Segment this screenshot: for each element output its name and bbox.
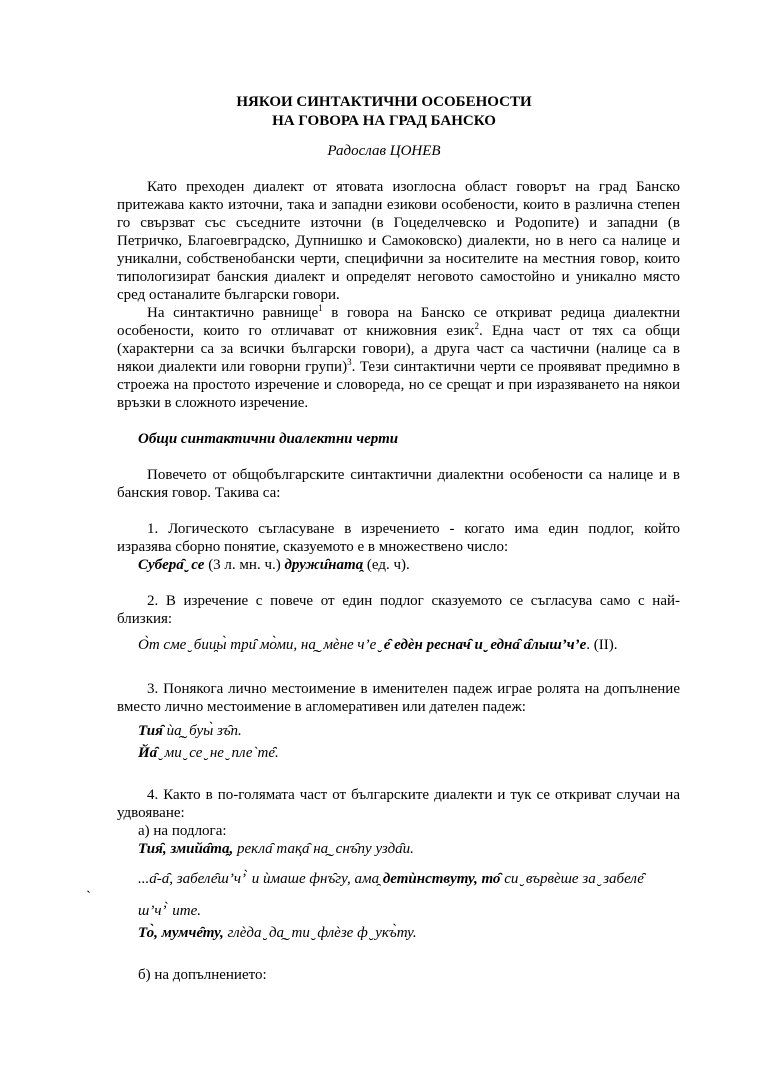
example-text: си ̮ вървѐше за ̮ забеле̑ [500, 871, 644, 887]
example-text: Тия̑ [138, 723, 163, 739]
paragraph-line: типологизират банския диалект и определят неговото самостойно и уникално място [117, 269, 680, 285]
example-line [138, 722, 680, 740]
example-text: Субера̑ ̮ се [138, 557, 205, 573]
paragraph-line: сред останалите български говори. [117, 287, 340, 303]
author: Радослав ЦОНЕВ [327, 143, 441, 159]
example-text: рекла̑ тақа̑ на̯ ̮ снъ̑пу узда̑и. [233, 841, 414, 857]
example-line: ш’ч’ ̀ ите. [138, 903, 202, 919]
example-text: ̮ ми ̮ се ̮ не ̮ nле`те̑. [157, 745, 279, 761]
text-span: в говора на Банско се откриват редица диалектни [322, 305, 680, 321]
paragraph-line: уникални, собственобански черти, специфични за носителите на местния говор, които [117, 251, 680, 267]
paragraph-line: строежа на простото изречение и словореда, но се срещат и при изразяването на някои [117, 377, 680, 393]
margin-mark: ` [86, 889, 91, 905]
example-text: ...а̑-а̑, забеле̑ш’ч’ ̀ и ѝмаше фнъ̑гу, ама̯ [138, 871, 383, 887]
paragraph-line: банския говор. Такива са: [117, 485, 281, 501]
text-span: На синтактично равнище [147, 305, 319, 321]
paragraph-line: (характерни са за всички български говори), а друга част са частични (налице са в [117, 341, 680, 357]
footnote-ref[interactable]: 2 [474, 321, 479, 331]
example-line [138, 556, 680, 574]
title-line-2: НА ГОВОРА НА ГРАД БАНСКО [272, 113, 496, 129]
sub-item-label: а) на подлога: [138, 823, 227, 839]
list-item-line: 3. Понякога лично местоимение в именителен падеж играе ролята на допълнение [147, 681, 680, 697]
example-text: О̀т сме ̮ бии̯ы̀ три̑ мо̀ми, на̯ ̮ мѐне ч’е ̮ [138, 637, 384, 653]
text-span: особености, които го отличават от книжовния език [117, 323, 475, 339]
example-line [138, 744, 680, 762]
example-line [138, 840, 680, 858]
paragraph-line [117, 322, 680, 340]
example-line [138, 870, 680, 888]
list-item-line: 4. Както в по-голямата част от българските диалекти и тук се откриват случаи на [147, 787, 680, 803]
footnote-ref[interactable]: 1 [318, 303, 323, 313]
text-span: някои диалекти или говорни групи) [117, 359, 348, 375]
source-ref: . (II). [586, 637, 618, 653]
example-line [138, 636, 680, 654]
list-item-line: близкия: [117, 611, 173, 627]
paragraph-line: Повечето от общобългарските синтактични диалектни особености са налице и в [147, 467, 680, 483]
gloss-text: (ед. ч). [363, 557, 410, 573]
paragraph-line: Петричко, Благоевградско, Дупнишко и Самоковско) диалекти, но в него са налице и [117, 233, 680, 249]
list-item-line: удвояване: [117, 805, 185, 821]
example-line [138, 924, 680, 942]
example-text: ѝа̯ ̮ буы̀ зъ̑п. [162, 723, 242, 739]
list-item-line: 1. Логическото съгласуване в изречението - когато има един подлог, който [147, 521, 680, 537]
paragraph-line: го свързват със съседните източни (в Гоцеделчевско и Родопите) и западни (в [117, 215, 680, 231]
title-line-1: НЯКОИ СИНТАКТИЧНИ ОСОБЕНОСТИ [236, 94, 532, 110]
paragraph-line [117, 358, 680, 376]
example-text: дружи̑ната̯ [284, 557, 364, 573]
footnote-ref[interactable]: 3 [347, 357, 352, 367]
example-text: Тия̑, змийа̑та̯, [138, 841, 234, 857]
list-item-line: 2. В изречение с повече от един подлог сказуемото се съгласува само с най- [147, 593, 680, 609]
sub-item-label: б) на допълнението: [138, 967, 267, 983]
example-text: Йа̑ [138, 745, 158, 761]
paragraph-line: Като преходен диалект от ятовата изоглосна област говорът на град Банско [147, 179, 680, 195]
list-item-line: вместо лично местоимение в агломеративен или дателен падеж: [117, 699, 526, 715]
section-heading: Общи синтактични диалектни черти [138, 431, 399, 447]
list-item-line: изразява сборно понятие, сказуемото е в множествено число: [117, 539, 509, 555]
example-text: детѝнствуту, то̑ [382, 871, 501, 887]
example-text: глѐда ̮ да̯ ̮ ти ̮ флѐзе ф ̮ укъ̀ту. [223, 925, 417, 941]
example-text: То̀, мумче̑ту, [138, 925, 224, 941]
gloss-text: (3 л. мн. ч.) [204, 557, 285, 573]
example-text: е̑ едѐн реснач̑ и ̮ една̑ а̑лыш’ч’е [383, 637, 587, 653]
paragraph-line: притежава както източни, така и западни езикови особености, които в различна степен [117, 197, 680, 213]
text-span: . Една част от тях са общи [478, 323, 681, 339]
paragraph-line: връзки в сложното изречение. [117, 395, 309, 411]
paragraph-line [147, 304, 680, 322]
text-span: . Тези синтактични черти се проявяват предимно в [351, 359, 681, 375]
